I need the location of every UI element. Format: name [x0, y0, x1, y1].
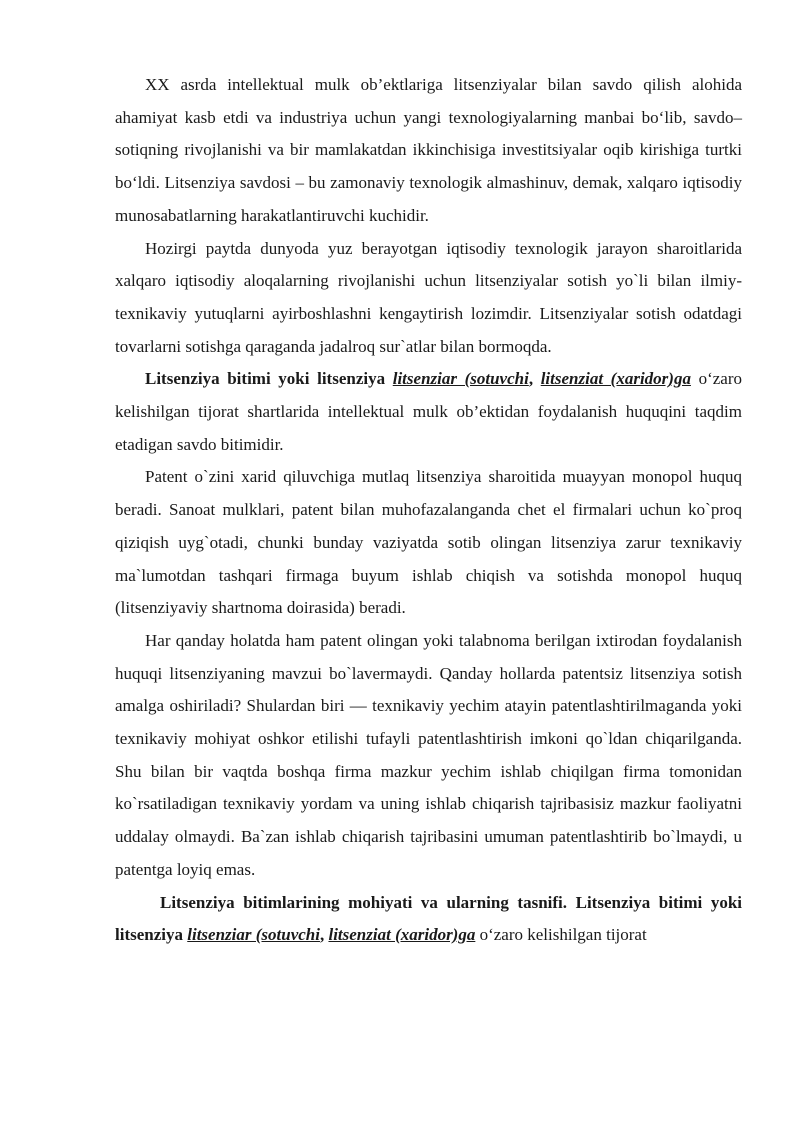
- licensee-link[interactable]: litsenziat (xaridor)ga: [540, 369, 691, 389]
- comma-2: ,: [319, 925, 325, 945]
- definition-text: o‘zaro kelishilgan tijorat shartlarida intellektual mulk ob’ektidan foydalanish huquqini taqdim etadigan savdo bitimidir.: [115, 369, 742, 454]
- paragraph-license-classification: [115, 887, 742, 952]
- paragraph-license-definition: [115, 363, 742, 461]
- bold-heading: Litsenziya bitimlarining mohiyati va ularning tasnifi. Litsenziya bitimi yoki litsenziya: [115, 892, 742, 945]
- licensor-link[interactable]: litsenziar (sotuvchi: [392, 369, 529, 389]
- paragraph-intro: XX asrda intellektual mulk ob’ektlariga litsenziyalar bilan savdo qilish alohida ahamiyat kasb etdi va industriya uchun yangi texnologiyalarning manbai bo‘lib, savdo–sotiqning rivojlanishi va bir mamlakatdan ikkinchisiga investitsiyalar oqib kirishiga turtki bo‘ldi. Litsenziya savdosi – bu zamonaviy texnologik almashinuv, demak, xalqaro iqtisodiy munosabatlarning harakatlantiruvchi kuchidir.: [115, 75, 742, 225]
- paragraph-patent: Patent o`zini xarid qiluvchiga mutlaq litsenziya sharoitida muayyan monopol huquq beradi. Sanoat mulklari, patent bilan muhofazalanganda chet el firmalari uchun ko`proq qiziqish uyg`otadi, chunki bunday vaziyatda sotib olingan litsenziya zarur texnikaviy ma`lumotdan tashqari firmaga buyum ishlab chiqish va sotishda monopol huquq (litsenziyaviy shartnoma doirasida) beradi.: [115, 467, 742, 618]
- licensor-link-2[interactable]: litsenziar (sotuvchi: [187, 925, 320, 945]
- licensee-link-2[interactable]: litsenziat (xaridor)ga: [328, 925, 476, 945]
- bold-term: Litsenziya bitimi yoki litsenziya: [145, 369, 386, 389]
- paragraph-current-situation: Hozirgi paytda dunyoda yuz berayotgan iqtisodiy texnologik jarayon sharoitlarida xalqaro iqtisodiy aloqalarning rivojlanishi uchun litsenziyalar sotish yo`li bilan ilmiy-texnikaviy yutuqlarni ayirboshlashni kengaytirish lozimdir. Litsenziyalar sotish odatdagi tovarlarni sotishga qaraganda jadalroq sur`atlar bilan bormoqda.: [115, 238, 742, 356]
- paragraph-patentless-license: Har qanday holatda ham patent olingan yoki talabnoma berilgan ixtirodan foydalanish huquqi litsenziyaning mavzui bo`lavermaydi. Qanday hollarda patentsiz litsenziya sotish amalga oshiriladi? Shulardan biri — texnikaviy yechim atayin patentlashtirilmaganda yoki texnikaviy mohiyat oshkor etilishi tufayli patentlashtirish imkoni qo`ldan chiqarilganda. Shu bilan bir vaqtda boshqa firma mazkur yechim ishlab chiqilgan firma tomonidan ko`rsatiladigan texnikaviy yordam va uning ishlab chiqarish tajribasisiz mazkur faoliyatni uddalay olmaydi. Ba`zan ishlab chiqarish tajribasini umuman patentlashtirib bo`lmaydi, u patentga loyiq emas.: [115, 630, 742, 879]
- comma: ,: [528, 369, 534, 389]
- document-page: [115, 69, 742, 952]
- trailing-text: o‘zaro kelishilgan tijorat: [479, 925, 647, 945]
